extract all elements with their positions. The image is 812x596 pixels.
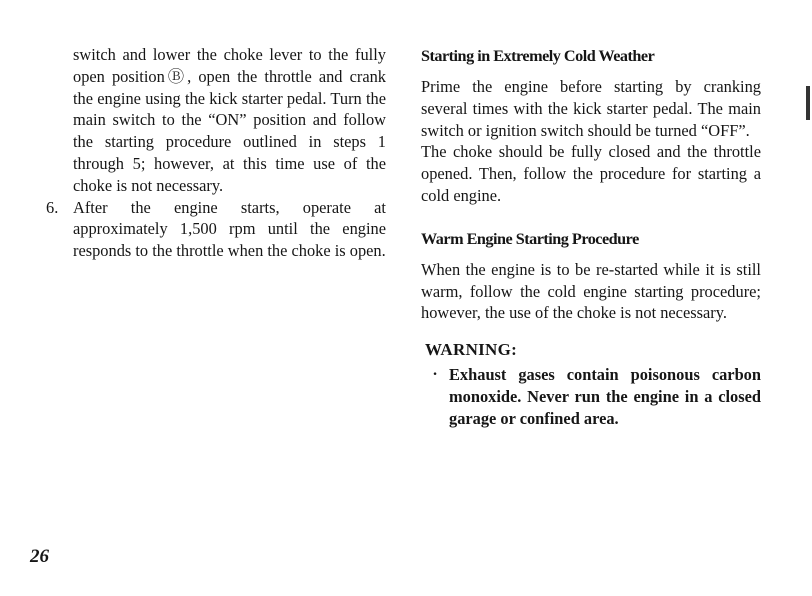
cold-weather-paragraph-1: Prime the engine before starting by cranking several times with the kick starter pedal. The main switch or ignition switch should be turned “OFF”. <box>421 77 761 140</box>
continuation-paragraph: switch and lower the choke lever to the fully open positionⒷ, open the throttle and crank the engine using the kick starter pedal. Turn the main switch to the “ON” position and follow the starting procedure outlined in steps 1 through 5; however, at this time use of the choke is not necessary. <box>73 45 386 195</box>
page-edge-mark <box>806 86 810 120</box>
cold-weather-paragraph-2: The choke should be fully closed and the throttle opened. Then, follow the procedure for starting a cold engine. <box>421 142 761 205</box>
left-column <box>40 44 386 262</box>
warning-title: WARNING: <box>425 340 518 360</box>
page-number: 26 <box>30 546 49 567</box>
cold-weather-section <box>421 44 761 207</box>
warning-block <box>421 338 761 430</box>
bullet-icon: · <box>432 366 438 384</box>
warning-item <box>421 364 761 430</box>
cold-weather-heading: Starting in Extremely Cold Weather <box>421 47 655 65</box>
warm-engine-section <box>421 227 761 324</box>
step-6 <box>40 197 386 262</box>
warm-engine-heading: Warm Engine Starting Procedure <box>421 229 639 248</box>
step-number: 6. <box>46 197 59 217</box>
warning-text: Exhaust gases contain poisonous carbon monoxide. Never run the engine in a closed garage or confined area. <box>449 365 761 429</box>
warm-engine-paragraph: When the engine is to be re-started while it is still warm, follow the cold engine starting procedure; however, the use of the choke is not necessary. <box>421 259 761 323</box>
right-column <box>421 44 761 430</box>
step-text: After the engine starts, operate at approximately 1,500 rpm until the engine responds to the throttle when the choke is open. <box>73 197 386 261</box>
